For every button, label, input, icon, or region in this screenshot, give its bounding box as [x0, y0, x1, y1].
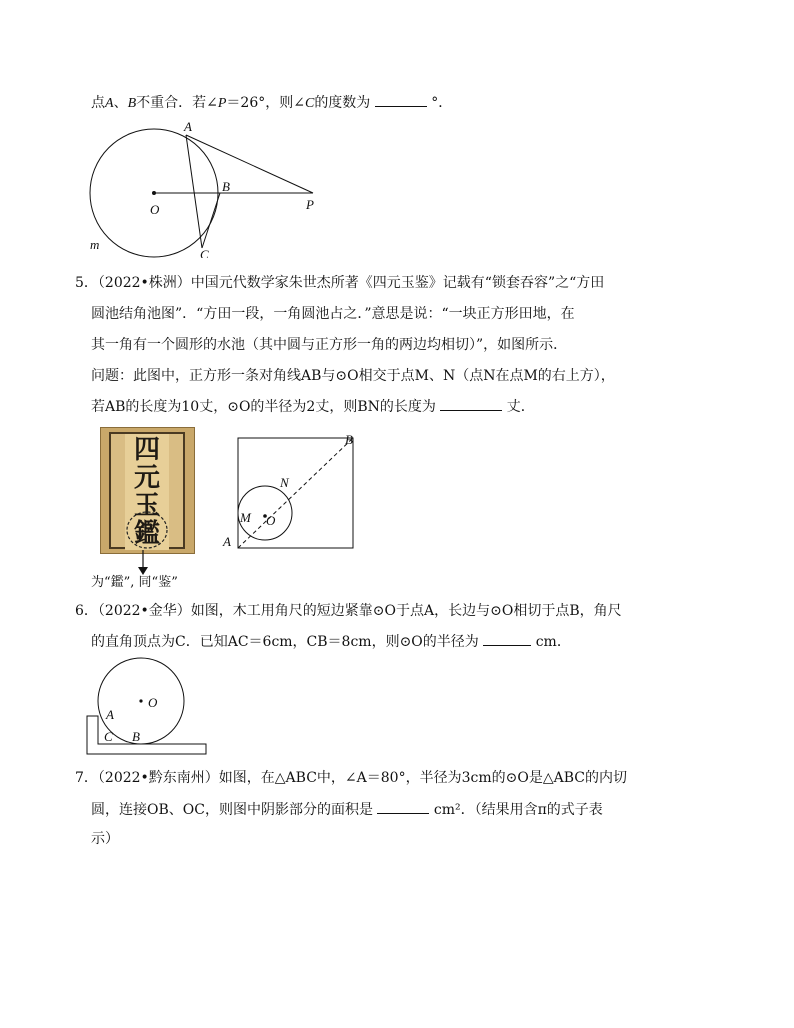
q5-line3: 其一角有一个圆形的水池（其中圆与正方形一角的两边均相切）”，如图所示．	[91, 337, 568, 353]
label-b: B	[345, 432, 353, 447]
q4-text: 点A、B不重合．若∠P＝26°，则∠C的度数为 °．	[91, 92, 452, 114]
line-ac	[186, 135, 202, 248]
q5-line5: 若AB的长度为10丈，⊙O的半径为2丈，则BN的长度为 丈．	[91, 396, 535, 417]
book-char: 四	[133, 435, 160, 465]
q6-figure	[82, 655, 212, 759]
label-m: m	[90, 237, 100, 252]
q6-line2: 的直角顶点为C．已知AC＝6cm，CB＝8cm，则⊙O的半径为 cm．	[91, 631, 571, 652]
answer-blank[interactable]	[375, 92, 427, 107]
label-a: A	[106, 707, 114, 722]
answer-blank[interactable]	[440, 396, 502, 411]
q5-figure	[218, 428, 358, 553]
label-a: A	[223, 534, 231, 549]
book-char: 元	[133, 463, 160, 493]
q5-line1: 5．（2022•株洲）中国元代数学家朱世杰所著《四元玉鉴》记载有“锁套吞容”之“方田	[75, 275, 605, 291]
line-bc	[202, 193, 220, 248]
label-m: M	[240, 510, 251, 525]
q7-line3: 示）	[91, 831, 119, 847]
label-o: O	[266, 513, 276, 528]
book-photo	[100, 427, 195, 554]
label-o: O	[150, 202, 160, 217]
label-c: C	[104, 729, 113, 744]
book-caption: 为“鑑”, 同“鉴”	[91, 575, 178, 590]
dashed-circle	[123, 510, 171, 552]
diagonal-ab	[238, 438, 353, 548]
answer-blank[interactable]	[377, 799, 429, 814]
label-b: B	[132, 729, 140, 744]
answer-blank[interactable]	[483, 631, 531, 646]
label-a: A	[184, 119, 192, 134]
center-point	[139, 699, 142, 702]
label-c: C	[200, 247, 209, 258]
book-char: 鑑	[133, 519, 160, 549]
label-o: O	[148, 695, 158, 710]
label-b: B	[222, 179, 230, 194]
q5-line2: 圆池结角池图”．“方田一段，一角圆池占之．”意思是说：“一块正方形田地，在	[91, 306, 575, 322]
q4-figure	[80, 118, 330, 258]
label-p: P	[306, 197, 314, 212]
label-n: N	[280, 475, 289, 490]
q7-line1: 7．（2022•黔东南州）如图，在△ABC中，∠A＝80°，半径为3cm的⊙O是△ABC的内切	[75, 770, 627, 786]
book-char: 玉	[133, 491, 160, 521]
line-ap	[186, 135, 313, 193]
q5-line4: 问题：此图中，正方形一条对角线AB与⊙O相交于点M、N（点N在点M的右上方），	[91, 368, 615, 384]
q7-line2: 圆，连接OB、OC，则图中阴影部分的面积是 cm²．（结果用含π的式子表	[91, 799, 603, 820]
q6-line1: 6．（2022•金华）如图，木工用角尺的短边紧靠⊙O于点A，长边与⊙O相切于点B，角尺	[75, 603, 622, 619]
